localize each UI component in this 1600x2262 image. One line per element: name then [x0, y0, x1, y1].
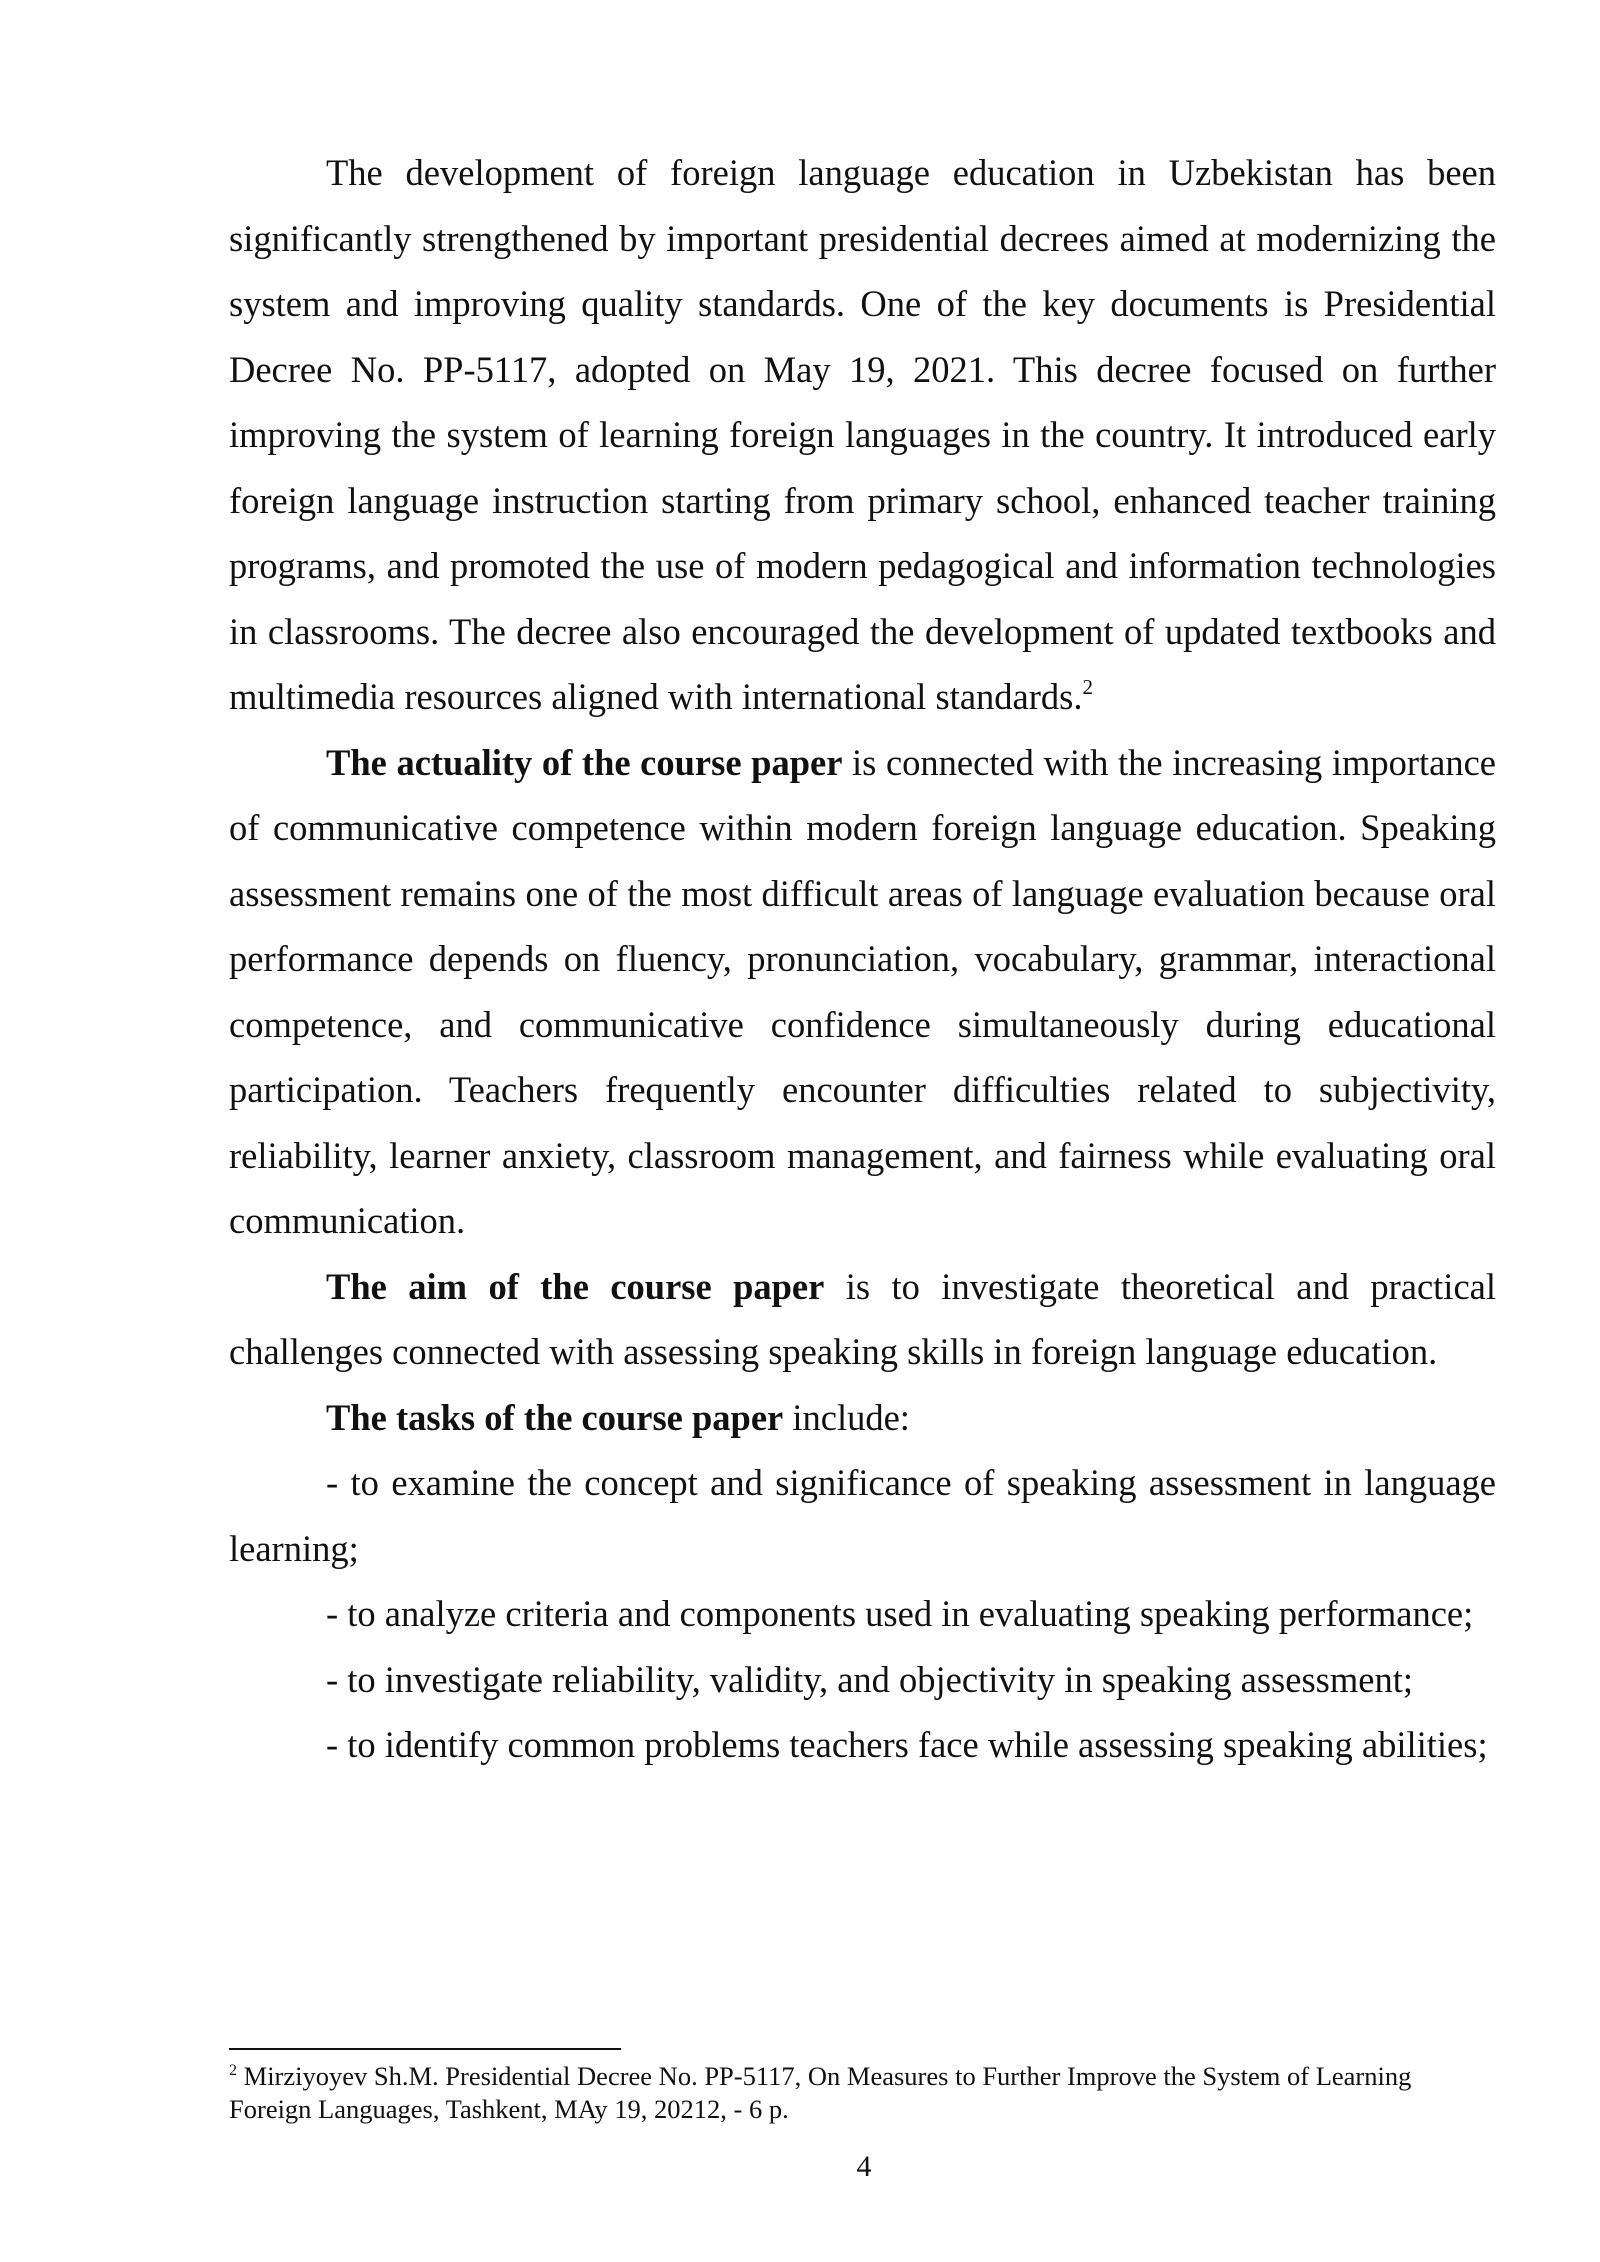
footnote-separator [229, 2048, 621, 2050]
task-item: - to investigate reliability, validity, and objectivity in speaking assessment; [326, 1658, 1413, 1700]
footnote-number: 2 [229, 2062, 237, 2080]
page-number: 4 [856, 2150, 872, 2183]
aim-text: is to investigate theoretical and practical challenges connected with assessing speaking skills in foreign language education. [229, 1265, 1496, 1372]
footnote [229, 2060, 1496, 2126]
paragraph-intro-text: The development of foreign language education in Uzbekistan has been significantly strengthened by important presidential decrees aimed at modernizing the system and improving quality standards. One of the key documents is Presidential Decree No. PP-5117, adopted on May 19, 2021. This decree focused on further improving the system of learning foreign languages in the country. It introduced early foreign language instruction starting from primary school, enhanced teacher training programs, and promoted the use of modern pedagogical and information technologies in classrooms. The decree also encouraged the development of updated textbooks and multimedia resources aligned with international standards. [229, 152, 1496, 717]
page-body [229, 140, 1496, 1778]
paragraph-actuality [229, 730, 1496, 1254]
tasks-intro-text: include: [783, 1396, 910, 1438]
aim-heading: The aim of the course paper [326, 1265, 825, 1307]
paragraph-intro [229, 140, 1496, 730]
footnote-reference[interactable]: 2 [1082, 674, 1093, 699]
actuality-text: is connected with the increasing importance of communicative competence within modern foreign language education. Speaking assessment remains one of the most difficult areas of language evaluation because oral performance depends on fluency, pronunciation, vocabulary, grammar, interactional competence, and communicative confidence simultaneously during educational participation. Teachers frequently encounter difficulties related to subjectivity, reliability, learner anxiety, classroom management, and fairness while evaluating oral communication. [229, 741, 1496, 1241]
task-item: - to identify common problems teachers face while assessing speaking abilities; [326, 1724, 1488, 1765]
paragraph-tasks [229, 1385, 1496, 1451]
task-item: - to examine the concept and significance of speaking assessment in language learning; [229, 1462, 1496, 1569]
task-item: - to analyze criteria and components used in evaluating speaking performance; [326, 1593, 1474, 1634]
actuality-heading: The actuality of the course paper [326, 741, 843, 783]
tasks-heading: The tasks of the course paper [326, 1396, 784, 1438]
footnote-text: Mirziyoyev Sh.M. Presidential Decree No. PP-5117, On Measures to Further Improve the System of Learning Foreign Languages, Tashkent, MAy 19, 20212, - 6 p. [229, 2061, 1412, 2124]
paragraph-aim [229, 1254, 1496, 1385]
